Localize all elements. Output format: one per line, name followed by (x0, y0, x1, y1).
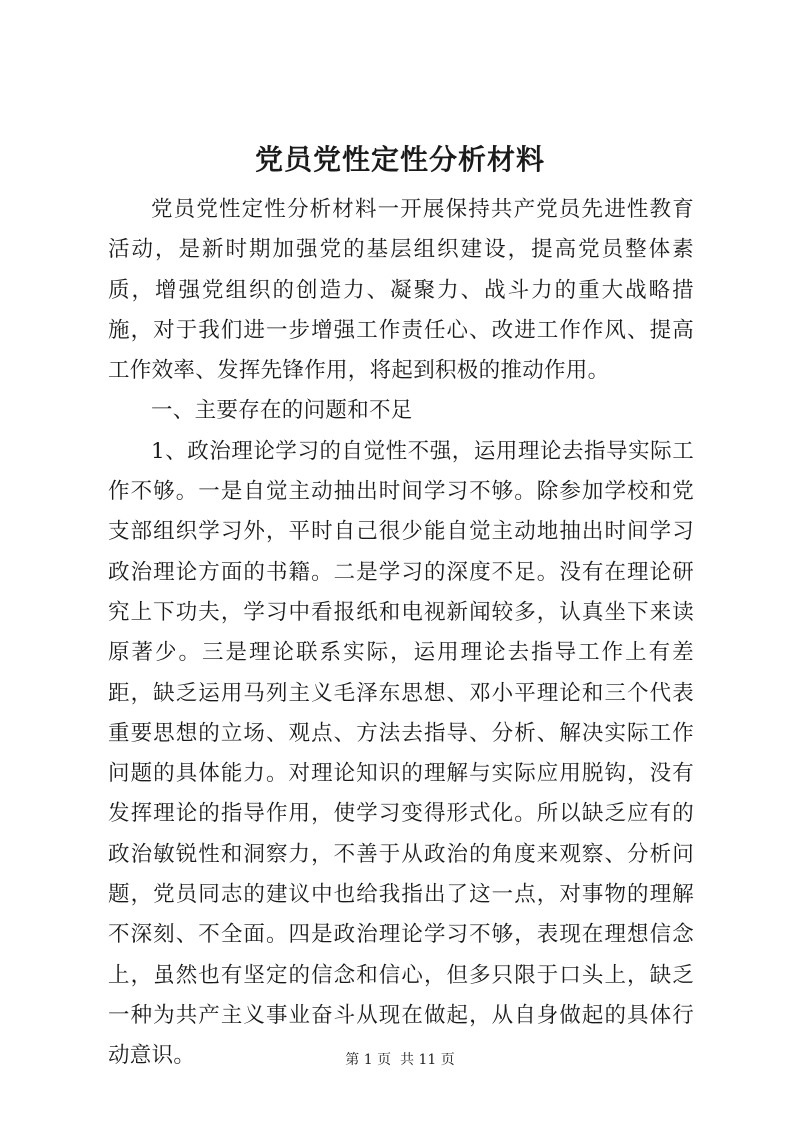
paragraph-item-1: 1、政治理论学习的自觉性不强，运用理论去指导实际工作不够。一是自觉主动抽出时间学习不够。除参加学校和党支部组织学习外，平时自己很少能自觉主动地抽出时间学习政治理论方面的书籍。二是学习的深度不足。没有在理论研究上下功夫，学习中看报纸和电视新闻较多，认真坐下来读原著少。三是理论联系实际，运用理论去指导工作上有差距，缺乏运用马列主义毛泽东思想、邓小平理论和三个代表重要思想的立场、观点、方法去指导、分析、解决实际工作问题的具体能力。对理论知识的理解与实际应用脱钩，没有发挥理论的指导作用，使学习变得形式化。所以缺乏应有的政治敏锐性和洞察力，不善于从政治的角度来观察、分析问题，党员同志的建议中也给我指出了这一点，对事物的理解不深刻、不全面。四是政治理论学习不够，表现在理想信念上，虽然也有坚定的信念和信心，但多只限于口头上，缺乏一种为共产主义事业奋斗从现在做起，从自身做起的具体行动意识。 (108, 438, 694, 1069)
paragraph-intro: 党员党性定性分析材料一开展保持共产党员先进性教育活动，是新时期加强党的基层组织建设，提高党员整体素质，增强党组织的创造力、凝聚力、战斗力的重大战略措施，对于我们进一步增强工作责任心、改进工作作风、提高工作效率、发挥先锋作用，将起到积极的推动作用。 (108, 197, 694, 384)
page-footer (0, 1050, 800, 1070)
document-title: 党员党性定性分析材料 (254, 143, 545, 176)
section-heading: 一、主要存在的问题和不足 (151, 398, 413, 424)
page-number: 第 1 页 共 11 页 (345, 1052, 455, 1068)
document-body (108, 190, 694, 1077)
